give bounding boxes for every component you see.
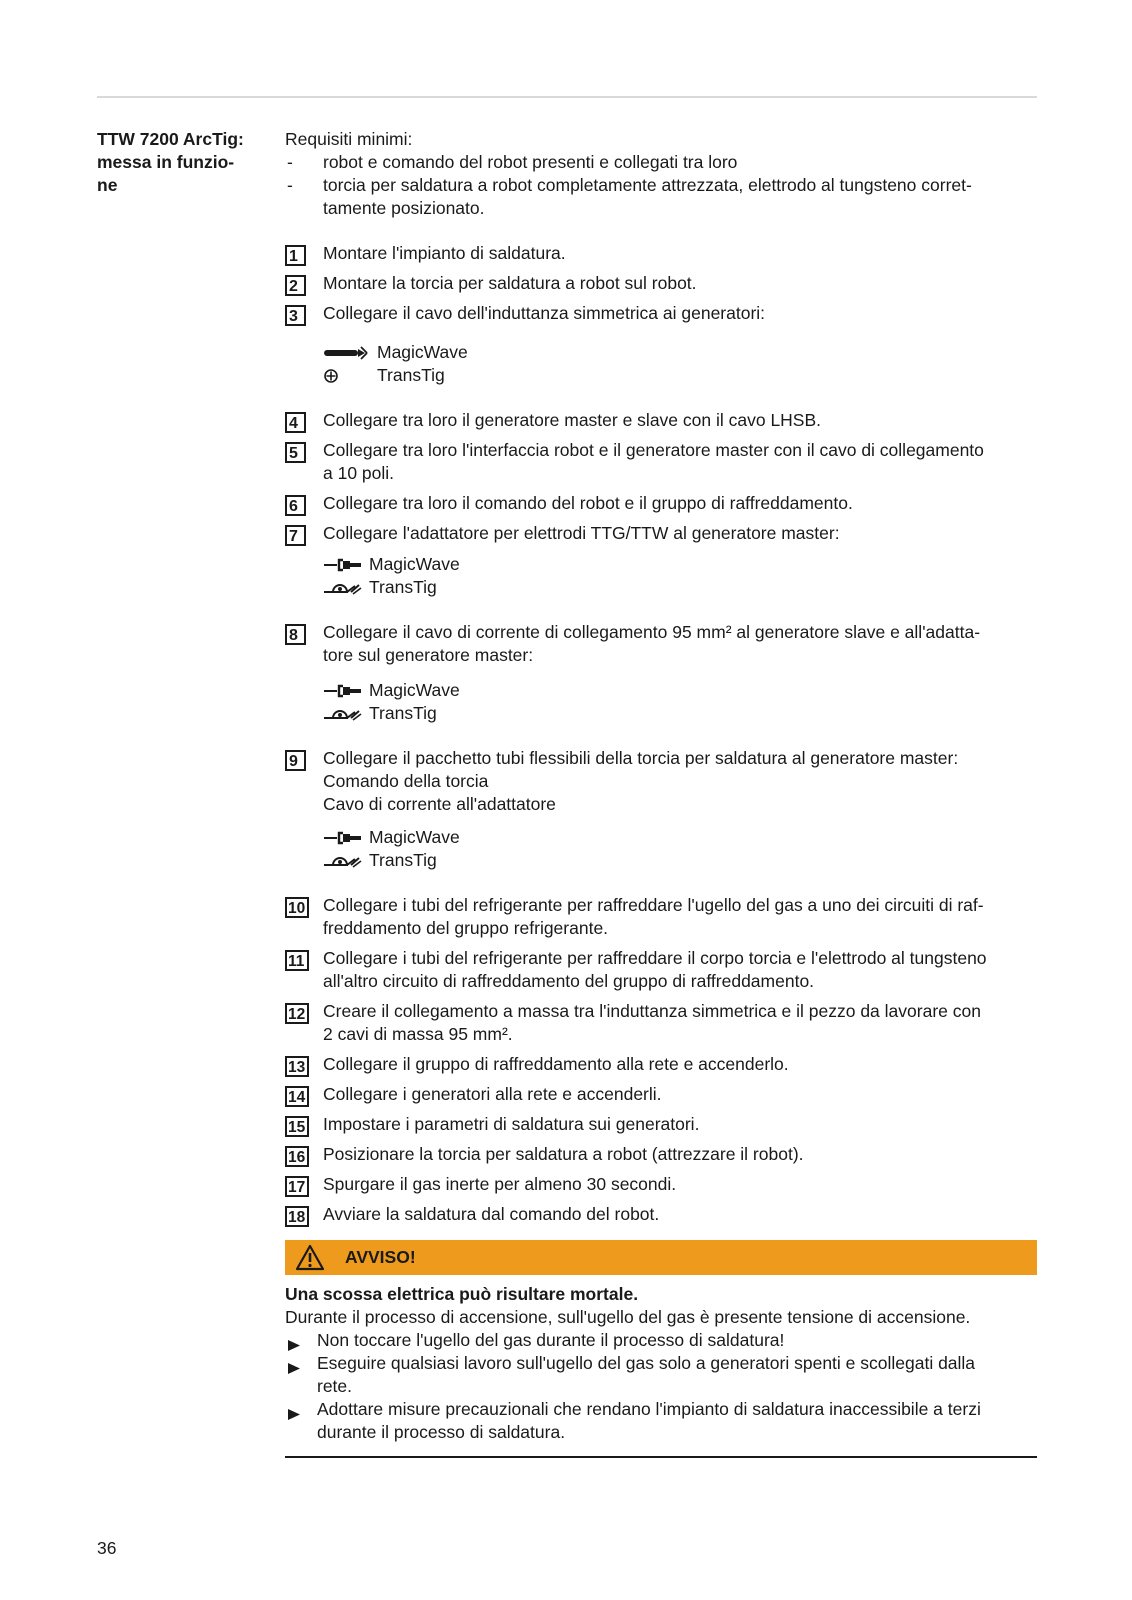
notice-heading: AVVISO!	[345, 1247, 416, 1267]
step-item	[285, 1083, 1037, 1106]
step-text: Posizionare la torcia per saldatura a robot (attrezzare il robot).	[323, 1144, 804, 1164]
connection-label: TransTig	[369, 850, 437, 870]
step-text-line: Collegare il cavo di corrente di collegamento 95 mm² al generatore slave e all'adatta-	[323, 622, 981, 642]
socket-connector-icon	[323, 828, 369, 848]
step-item	[285, 439, 1037, 485]
step-number: 8	[285, 624, 306, 645]
requirement-item	[285, 174, 1037, 220]
arrow-bullet-icon	[287, 1358, 301, 1381]
requirement-text-line: tamente posizionato.	[323, 198, 485, 218]
warning-triangle-icon	[295, 1243, 345, 1273]
step-text: Impostare i parametri di saldatura sui generatori.	[323, 1114, 700, 1134]
step-text: Collegare il cavo dell'induttanza simmetrica ai generatori:	[323, 303, 766, 323]
socket-connector-icon	[323, 555, 369, 575]
step-item	[285, 894, 1037, 940]
step-number: 16	[285, 1146, 309, 1167]
step-text-line: 2 cavi di massa 95 mm².	[323, 1024, 513, 1044]
step-item	[285, 621, 1037, 667]
step-text-line: a 10 poli.	[323, 463, 395, 483]
requirements-list	[285, 151, 1037, 220]
connection-label: MagicWave	[369, 827, 460, 847]
step-text: Montare l'impianto di saldatura.	[323, 243, 566, 263]
step-item	[285, 242, 1037, 265]
step-number: 13	[285, 1056, 309, 1077]
notice-bold-line: Una scossa elettrica può risultare mortale.	[285, 1284, 639, 1304]
dash-bullet: -	[287, 175, 293, 195]
step-number: 9	[285, 750, 306, 771]
step-text-line: Collegare i tubi del refrigerante per raffreddare l'ugello del gas a uno dei circuiti di raf-	[323, 895, 984, 915]
connection-label: TransTig	[369, 703, 437, 723]
connection-item	[323, 826, 1037, 849]
step-text-line: tore sul generatore master:	[323, 645, 534, 665]
step-number: 6	[285, 495, 306, 516]
notice-bottom-divider	[285, 1456, 1037, 1458]
step-item	[285, 1053, 1037, 1076]
step-text-line: Collegare il pacchetto tubi flessibili della torcia per saldatura al generatore master:	[323, 748, 959, 768]
steps-list	[285, 242, 1037, 1226]
step-number: 4	[285, 412, 306, 433]
step-item	[285, 522, 1037, 545]
step-text: Collegare il gruppo di raffreddamento alla rete e accenderlo.	[323, 1054, 789, 1074]
connection-item	[323, 679, 1037, 702]
step-item	[285, 747, 1037, 816]
requirement-item	[285, 151, 1037, 174]
notice-bullet-text-line: durante il processo di saldatura.	[317, 1422, 566, 1442]
step-number: 12	[285, 1003, 309, 1024]
step-number: 11	[285, 950, 309, 971]
step-text: Spurgare il gas inerte per almeno 30 secondi.	[323, 1174, 677, 1194]
connection-item	[323, 702, 1037, 725]
step-text-line: all'altro circuito di raffreddamento del gruppo di raffreddamento.	[323, 971, 815, 991]
requirement-text-line: torcia per saldatura a robot completamente attrezzata, elettrodo al tungsteno corret-	[323, 175, 972, 195]
warning-notice	[285, 1240, 1037, 1458]
step-number: 7	[285, 525, 306, 546]
step-text-line: Collegare tra loro l'interfaccia robot e il generatore master con il cavo di collegamento	[323, 440, 984, 460]
step-text: Collegare l'adattatore per elettrodi TTG/TTW al generatore master:	[323, 523, 840, 543]
notice-bullet	[285, 1398, 1037, 1444]
connection-item	[323, 553, 1037, 576]
section-title	[97, 128, 267, 197]
step-number: 18	[285, 1206, 309, 1227]
step-text: Montare la torcia per saldatura a robot sul robot.	[323, 273, 697, 293]
section-title-line: ne	[97, 175, 118, 195]
step-item	[285, 1203, 1037, 1226]
step-item	[285, 947, 1037, 993]
connection-label: MagicWave	[377, 342, 468, 362]
connection-list	[285, 826, 1037, 872]
connection-item	[323, 576, 1037, 599]
connection-label: TransTig	[377, 365, 445, 385]
step-number: 15	[285, 1116, 309, 1137]
step-text-line: Collegare i tubi del refrigerante per raffreddare il corpo torcia e l'elettrodo al tungsteno	[323, 948, 987, 968]
step-number: 2	[285, 275, 306, 296]
connection-item	[323, 341, 1037, 364]
step-text: Avviare la saldatura dal comando del robot.	[323, 1204, 660, 1224]
step-text: Collegare tra loro il comando del robot e il gruppo di raffreddamento.	[323, 493, 853, 513]
step-item	[285, 1143, 1037, 1166]
torch-socket-icon	[323, 578, 369, 598]
step-number: 14	[285, 1086, 309, 1107]
notice-bullet	[285, 1352, 1037, 1398]
connection-item	[323, 849, 1037, 872]
step-text-line: Cavo di corrente all'adattatore	[323, 794, 556, 814]
step-number: 1	[285, 245, 306, 266]
header-divider	[97, 96, 1037, 98]
step-text: Collegare i generatori alla rete e accenderli.	[323, 1084, 662, 1104]
step-item	[285, 1173, 1037, 1196]
torch-socket-icon	[323, 851, 369, 871]
torch-socket-icon	[323, 704, 369, 724]
connection-label: TransTig	[369, 577, 437, 597]
step-item	[285, 302, 1037, 325]
requirements-title: Requisiti minimi:	[285, 129, 413, 149]
notice-bullet	[285, 1329, 1037, 1352]
connection-label: MagicWave	[369, 554, 460, 574]
step-text: Collegare tra loro il generatore master e slave con il cavo LHSB.	[323, 410, 822, 430]
cable-plug-icon	[323, 343, 377, 363]
circle-plus-icon	[323, 366, 377, 386]
step-number: 17	[285, 1176, 309, 1197]
notice-header-bar	[285, 1240, 1037, 1275]
step-text-line: Comando della torcia	[323, 771, 489, 791]
step-number: 10	[285, 897, 309, 918]
connection-item	[323, 364, 1037, 387]
step-number: 3	[285, 305, 306, 326]
step-item	[285, 1000, 1037, 1046]
step-number: 5	[285, 442, 306, 463]
arrow-bullet-icon	[287, 1404, 301, 1427]
step-text-line: freddamento del gruppo refrigerante.	[323, 918, 609, 938]
page-number: 36	[97, 1538, 117, 1558]
section-title-line: messa in funzio-	[97, 152, 235, 172]
notice-bullet-text-line: Eseguire qualsiasi lavoro sull'ugello del gas solo a generatori spenti e scollegati dalla	[317, 1353, 976, 1373]
step-item	[285, 272, 1037, 295]
notice-bullet-list	[285, 1329, 1037, 1444]
step-item	[285, 409, 1037, 432]
connection-list	[285, 553, 1037, 599]
notice-bullet-text-line: Adottare misure precauzionali che rendano l'impianto di saldatura inaccessibile a terzi	[317, 1399, 981, 1419]
notice-bullet-text: Non toccare l'ugello del gas durante il processo di saldatura!	[317, 1330, 785, 1350]
notice-intro: Durante il processo di accensione, sull'ugello del gas è presente tensione di accensione.	[285, 1307, 971, 1327]
step-item	[285, 492, 1037, 515]
dash-bullet: -	[287, 152, 293, 172]
main-content	[285, 128, 1037, 1458]
step-item	[285, 1113, 1037, 1136]
connection-list	[285, 341, 1037, 387]
connection-list	[285, 679, 1037, 725]
socket-connector-icon	[323, 681, 369, 701]
section-title-line: TTW 7200 ArcTig:	[97, 129, 244, 149]
step-text-line: Creare il collegamento a massa tra l'induttanza simmetrica e il pezzo da lavorare con	[323, 1001, 981, 1021]
requirement-text: robot e comando del robot presenti e collegati tra loro	[323, 152, 738, 172]
connection-label: MagicWave	[369, 680, 460, 700]
notice-bullet-text-line: rete.	[317, 1376, 353, 1396]
